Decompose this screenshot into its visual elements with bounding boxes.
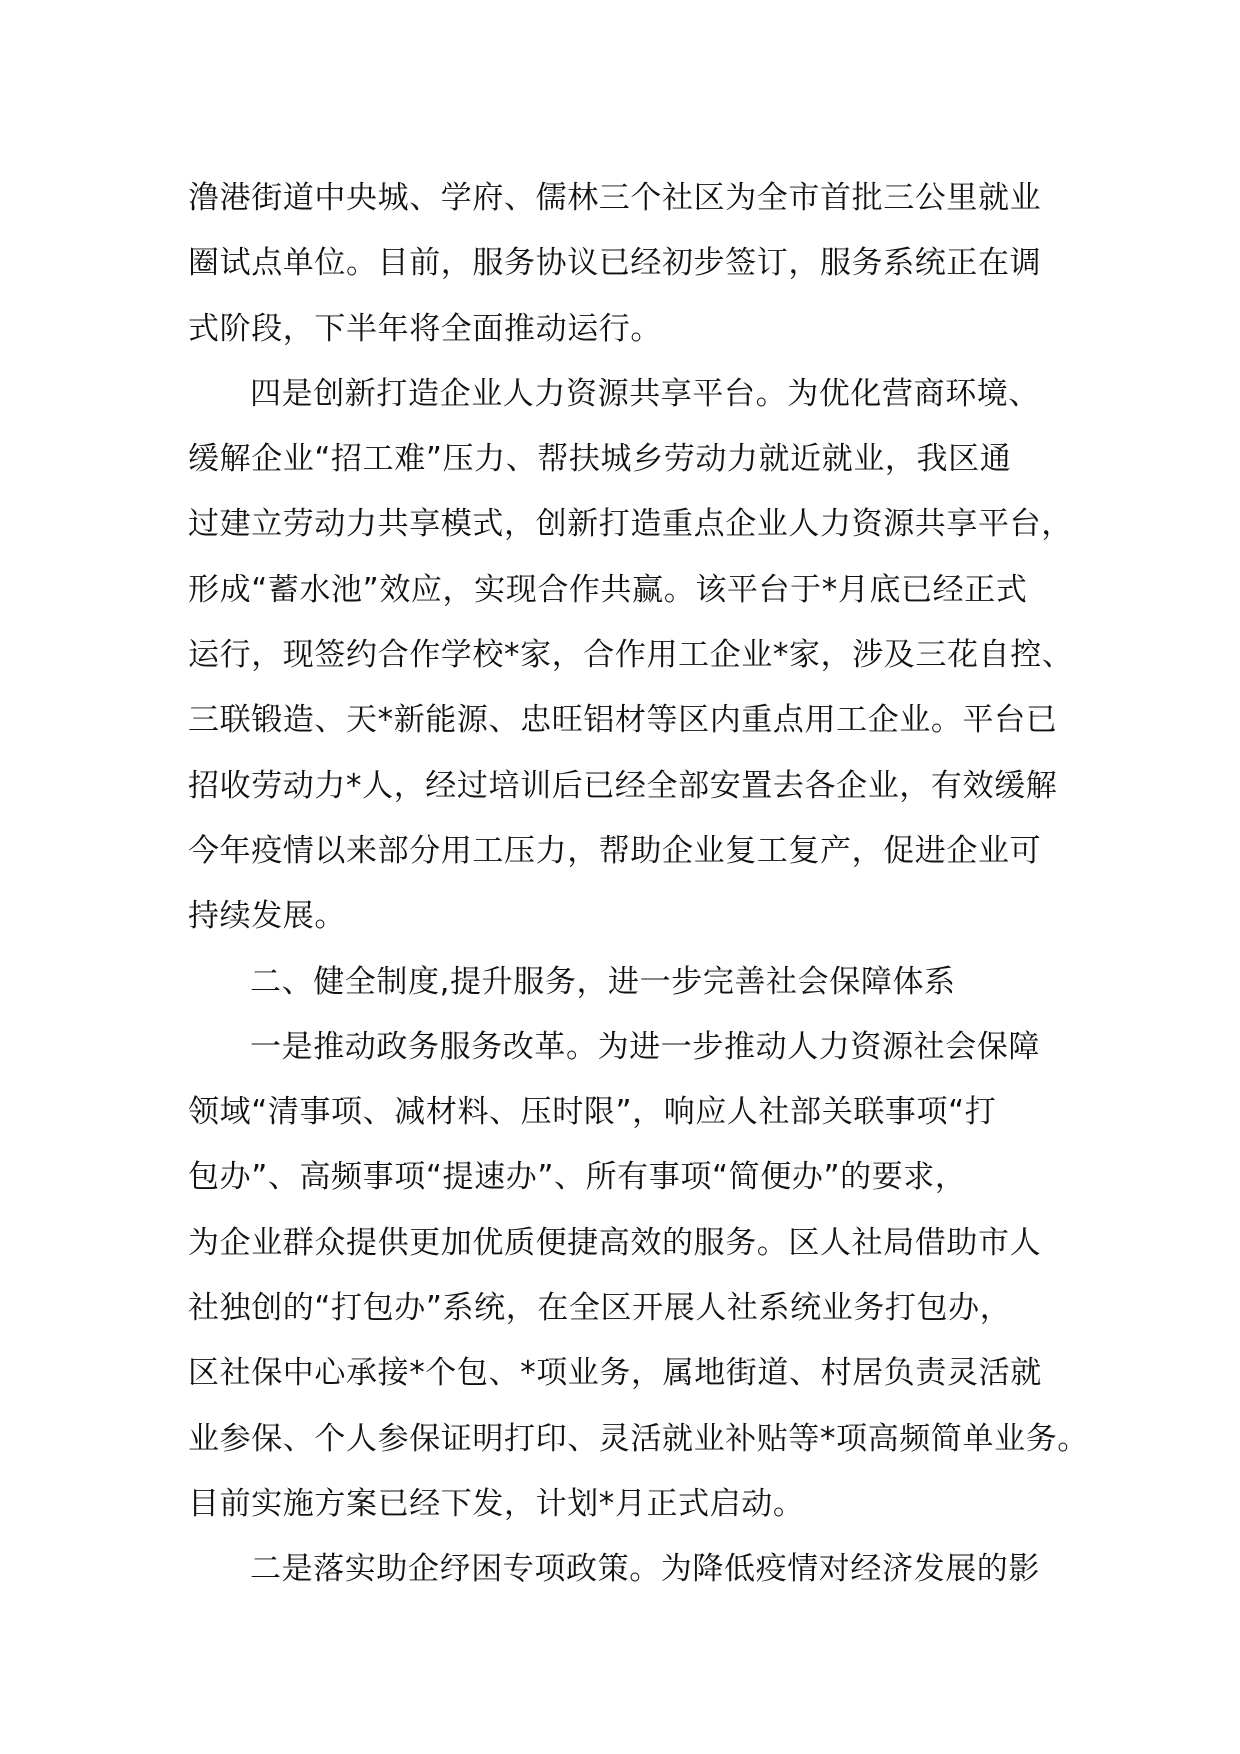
section-heading: 二、健全制度,提升服务，进一步完善社会保障体系: [250, 963, 956, 1000]
text-line: 式阶段，下半年将全面推动运行。: [188, 310, 662, 347]
text-line: 形成“蓄水池”效应，实现合作共赢。该平台于*月底已经正式: [188, 571, 1028, 608]
text-line: 区社保中心承接*个包、*项业务，属地街道、村居负责灵活就: [188, 1355, 1042, 1392]
text-line: 业参保、个人参保证明打印、灵活就业补贴等*项高频简单业务。: [188, 1420, 1089, 1457]
paragraph-first-line: 一是推动政务服务改革。为进一步推动人力资源社会保障: [250, 1028, 1040, 1065]
text-line: 社独创的“打包办”系统，在全区开展人社系统业务打包办，: [188, 1290, 1012, 1327]
paragraph-first-line: 四是创新打造企业人力资源共享平台。为优化营商环境、: [250, 375, 1040, 412]
paragraph-first-line: 二是落实助企纾困专项政策。为降低疫情对经济发展的影: [250, 1551, 1040, 1588]
text-line: 三联锻造、天*新能源、忠旺铝材等区内重点用工企业。平台已: [188, 702, 1058, 739]
text-line: 领域“清事项、减材料、压时限”，响应人社部关联事项“打: [188, 1094, 997, 1131]
text-line: 为企业群众提供更加优质便捷高效的服务。区人社局借助市人: [188, 1224, 1042, 1261]
text-line: 运行，现签约合作学校*家，合作用工企业*家，涉及三花自控、: [188, 637, 1074, 674]
document-body: [188, 166, 1088, 1603]
text-line: 今年疫情以来部分用工压力，帮助企业复工复产，促进企业可: [188, 832, 1042, 869]
text-line: 过建立劳动力共享模式，创新打造重点企业人力资源共享平台，: [188, 506, 1073, 543]
text-line: 包办”、高频事项“提速办”、所有事项“简便办”的要求，: [188, 1159, 967, 1196]
text-line: 招收劳动力*人，经过培训后已经全部安置去各企业，有效缓解: [188, 767, 1058, 804]
text-line: 目前实施方案已经下发，计划*月正式启动。: [188, 1485, 805, 1522]
text-line: 澛港街道中央城、学府、儒林三个社区为全市首批三公里就业: [188, 180, 1042, 216]
text-line: 圈试点单位。目前，服务协议已经初步签订，服务系统正在调: [188, 245, 1042, 282]
text-line: 缓解企业“招工难”压力、帮扶城乡劳动力就近就业，我区通: [188, 441, 1012, 478]
text-line: 持续发展。: [188, 898, 346, 935]
